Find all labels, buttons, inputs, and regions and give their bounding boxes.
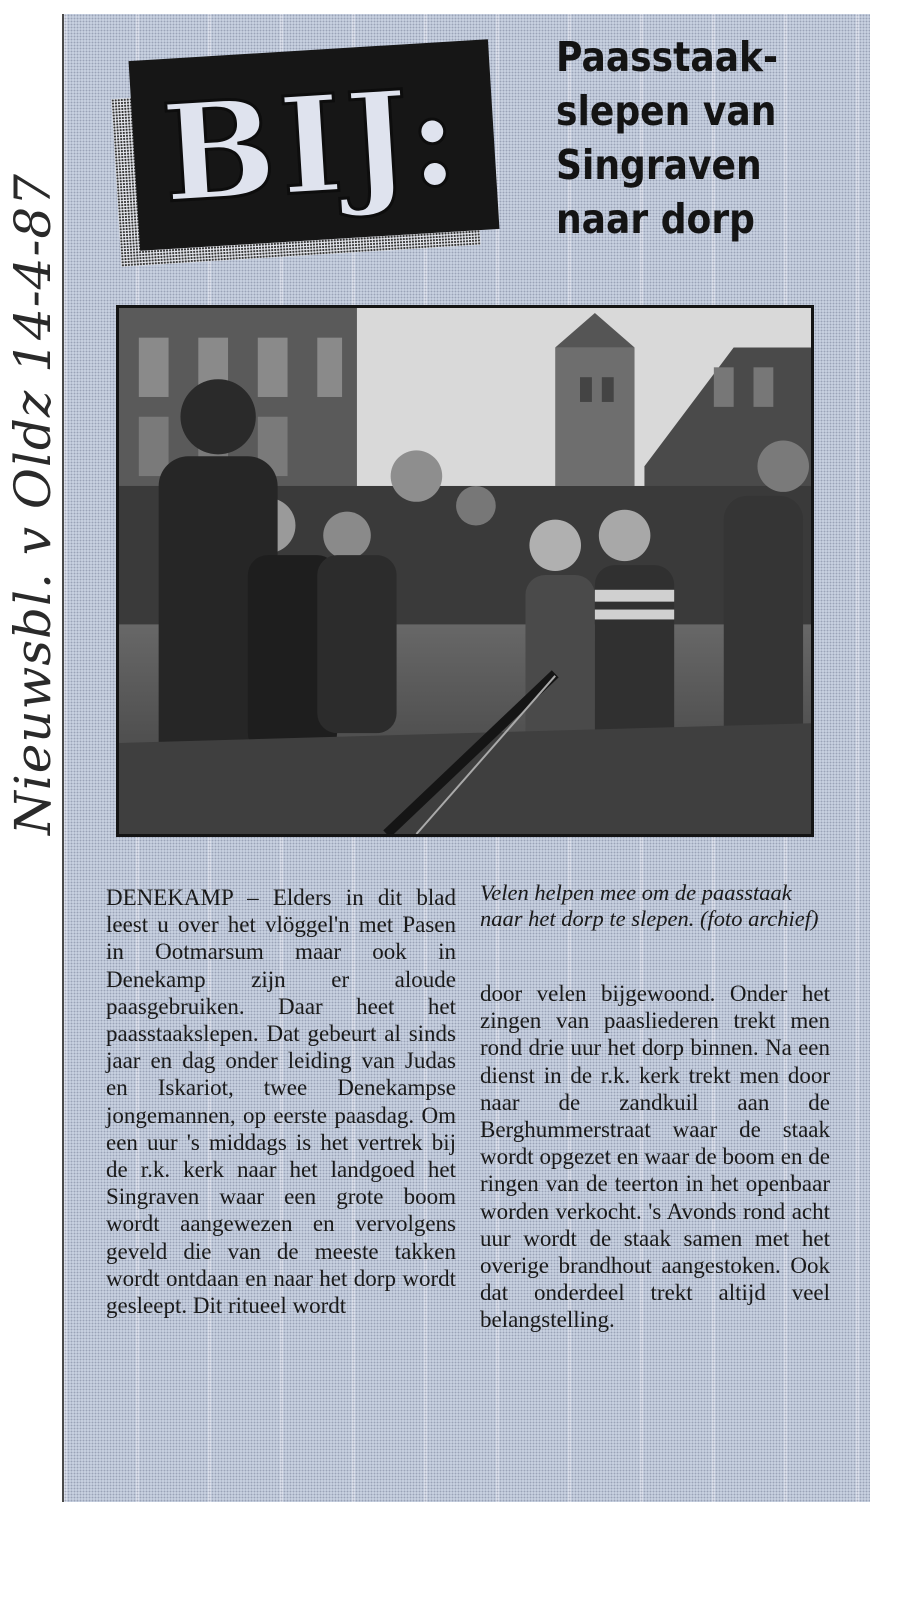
- crowd-photo-illustration: [119, 308, 811, 834]
- bij-logo: BIJ:: [157, 57, 467, 233]
- article-column-right: door velen bijgewoond. Onder het zingen van paasliederen trekt men rond drie uur het dorp binnen. Na een dienst in de r.k. kerk trekt men door naar de zandkuil aan de Berghummerstraat waar de staak wordt opgezet en waar de boom en de ringen van de teerton in het openbaar worden verkocht. 's Avonds rond acht uur wordt de staak samen met het overige brandhout aangestoken. Ook dat onderdeel trekt altijd veel belangstelling.: [480, 981, 830, 1333]
- headline-line: slepen van: [556, 87, 777, 135]
- headline: [556, 30, 820, 246]
- news-photo: [116, 305, 814, 837]
- photo-caption: Velen helpen mee om de paasstaak naar het dorp te slepen. (foto archief): [480, 880, 819, 931]
- handwritten-note: Nieuwsbl. v Oldz 14-4-87: [4, 173, 62, 835]
- headline-line: Singraven: [556, 141, 762, 189]
- article-column-left: DENEKAMP – Elders in dit blad leest u over het vlöggel'n met Pasen in Ootmarsum maar ook in Denekamp zijn er aloude paasgebruiken. Daar heet het paasstaakslepen. Dat gebeurt al sinds jaar en dag onder leiding van Judas en Iskariot, twee Denekampse jongemannen, op eerste paasdag. Om een uur 's middags is het vertrek bij de r.k. kerk naar het landgoed het Singraven waar een grote boom wordt aangewezen en vervolgens geveld die van de meeste takken wordt ontdaan en naar het dorp wordt gesleept. Dit ritueel wordt: [106, 885, 456, 1319]
- headline-line: naar dorp: [556, 195, 755, 243]
- headline-line: Paasstaak-: [556, 33, 779, 81]
